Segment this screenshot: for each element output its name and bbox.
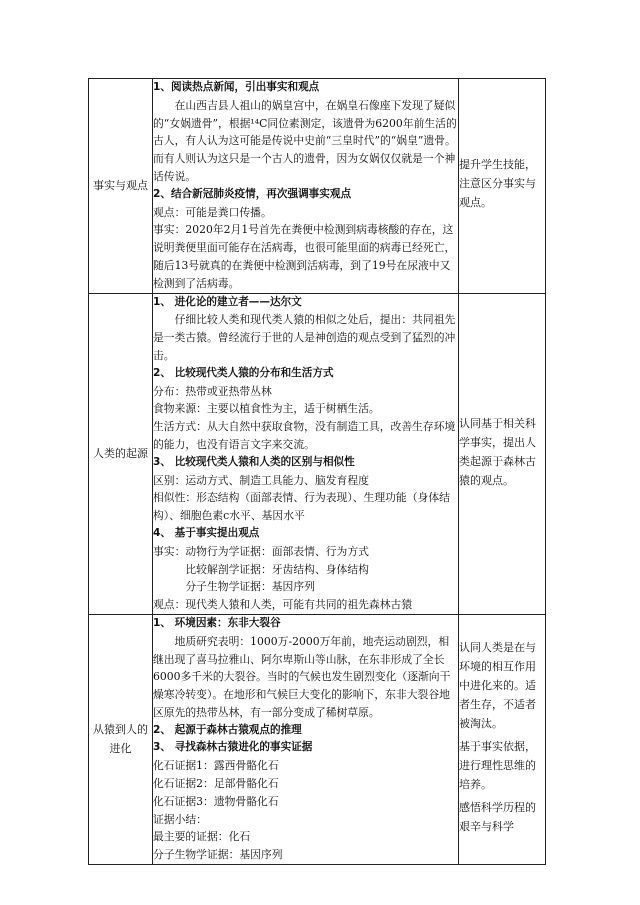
paragraph: 观点：可能是粪口传播。: [153, 205, 272, 219]
paragraph: 区别：运动方式、制造工具能力、脑发育程度: [153, 473, 369, 487]
row-note: [459, 614, 546, 864]
row-label: 从猿到人的进化: [89, 614, 153, 864]
section-heading: 2、 起源于森林古猿观点的推理: [153, 723, 302, 736]
paragraph: 在山西吉县人祖山的娲皇宫中，在娲皇石像座下发现了疑似的“女娲遗骨”，根据¹⁴C同位素测定，该遗骨为6200年前生活的古人，有人认为这可能是传说中史前“三皇时代”的“娲皇”遗骨。而有人则认为这只是一个古人的遗骨，因为女娲仅仅就是一个神话传说。: [153, 98, 457, 183]
paragraph: 仔细比较人类和现代类人猿的相似之处后，提出：共同祖先是一类古猿。曾经流行于世的人是神创造的观点受到了猛烈的冲击。: [153, 313, 456, 362]
section-heading: 2、结合新冠肺炎疫情，再次强调事实观点: [153, 187, 352, 200]
section-heading: 4、 基于事实提出观点: [153, 526, 260, 539]
section-heading: 3、 寻找森林古猿进化的事实证据: [153, 741, 313, 754]
section-heading: 2、 比较现代类人猿的分布和生活方式: [153, 366, 334, 379]
row-content: [153, 293, 459, 614]
paragraph: 观点：现代类人猿和人类，可能有共同的祖先森林古猿: [153, 598, 413, 612]
row-note: [459, 293, 546, 614]
note-text: 认同人类是在与环境的相互作用中进化来的。适者生存，不适者被淘汰。: [459, 641, 536, 731]
section-heading: 1、 进化论的建立者——达尔文: [153, 295, 302, 308]
lesson-table: [88, 78, 546, 865]
row-content: [153, 79, 459, 294]
section-heading: 3、 比较现代类人猿和人类的区别与相似性: [153, 455, 355, 468]
paragraph: 化石证据2：足部骨骼化石: [153, 777, 279, 791]
paragraph: 相似性：形态结构（面部表情、行为表现）、生理功能（身体结构）、细胞色素c水平、基因水平: [153, 491, 450, 523]
row-content: [153, 614, 459, 864]
row-label: 事实与观点: [89, 79, 153, 294]
paragraph: 比较解剖学证据：牙齿结构、身体结构: [185, 562, 369, 576]
row-note: [459, 79, 546, 294]
row-label: 人类的起源: [89, 293, 153, 614]
paragraph: 证据小结：: [153, 812, 207, 826]
paragraph: 食物来源：主要以植食性为主，适于树栖生活。: [153, 402, 380, 416]
paragraph: 事实：动物行为学证据：面部表情、行为方式: [153, 544, 369, 558]
row-ape-to-human: [89, 614, 546, 864]
row-human-origin: [89, 293, 546, 614]
paragraph: 最主要的证据：化石: [153, 830, 251, 844]
note-text: 感悟科学历程的艰辛与科学: [459, 801, 536, 834]
note-text: 认同基于相关科学事实，提出人类起源于森林古猿的观点。: [459, 416, 536, 487]
row-fact-opinion: [89, 79, 546, 294]
paragraph: 地质研究表明：1000万-2000万年前，地壳运动剧烈，相继出现了喜马拉雅山、阿尔卑斯山等山脉，在东非形成了全长6000多千米的大裂谷。当时的气候也发生剧烈变化（逐渐向干燥寒冷转变）。在地形和气候巨大变化的影响下，东非大裂谷地区原先的热带丛林，有一部分变成了稀树草原。: [153, 634, 451, 719]
paragraph: 化石证据3：遗物骨骼化石: [153, 794, 279, 808]
paragraph: 生活方式：从大自然中获取食物，没有制造工具，改善生存环境的能力，也没有语言文字来交流。: [153, 420, 456, 451]
note-text: 提升学生技能，注意区分事实与观点。: [459, 158, 536, 210]
section-heading: 1、 环境因素：东非大裂谷: [153, 616, 281, 629]
paragraph: 事实：2020年2月1号首先在粪便中检测到病毒核酸的存在，这说明粪便里面可能存在活病毒，也很可能里面的病毒已经死亡，随后13号就真的在粪便中检测到活病毒，到了19号在尿液中又检测到了活病毒。: [153, 223, 456, 290]
paragraph: 分子生物学证据：基因序列: [185, 580, 315, 594]
paragraph: 分布：热带或亚热带丛林: [153, 384, 272, 398]
note-text: 基于事实依据，进行理性思维的培养。: [459, 740, 536, 792]
paragraph: 分子生物学证据：基因序列: [153, 848, 283, 862]
section-heading: 1、阅读热点新闻，引出事实和观点: [153, 81, 320, 93]
paragraph: 化石证据1：露西骨骼化石: [153, 759, 279, 773]
